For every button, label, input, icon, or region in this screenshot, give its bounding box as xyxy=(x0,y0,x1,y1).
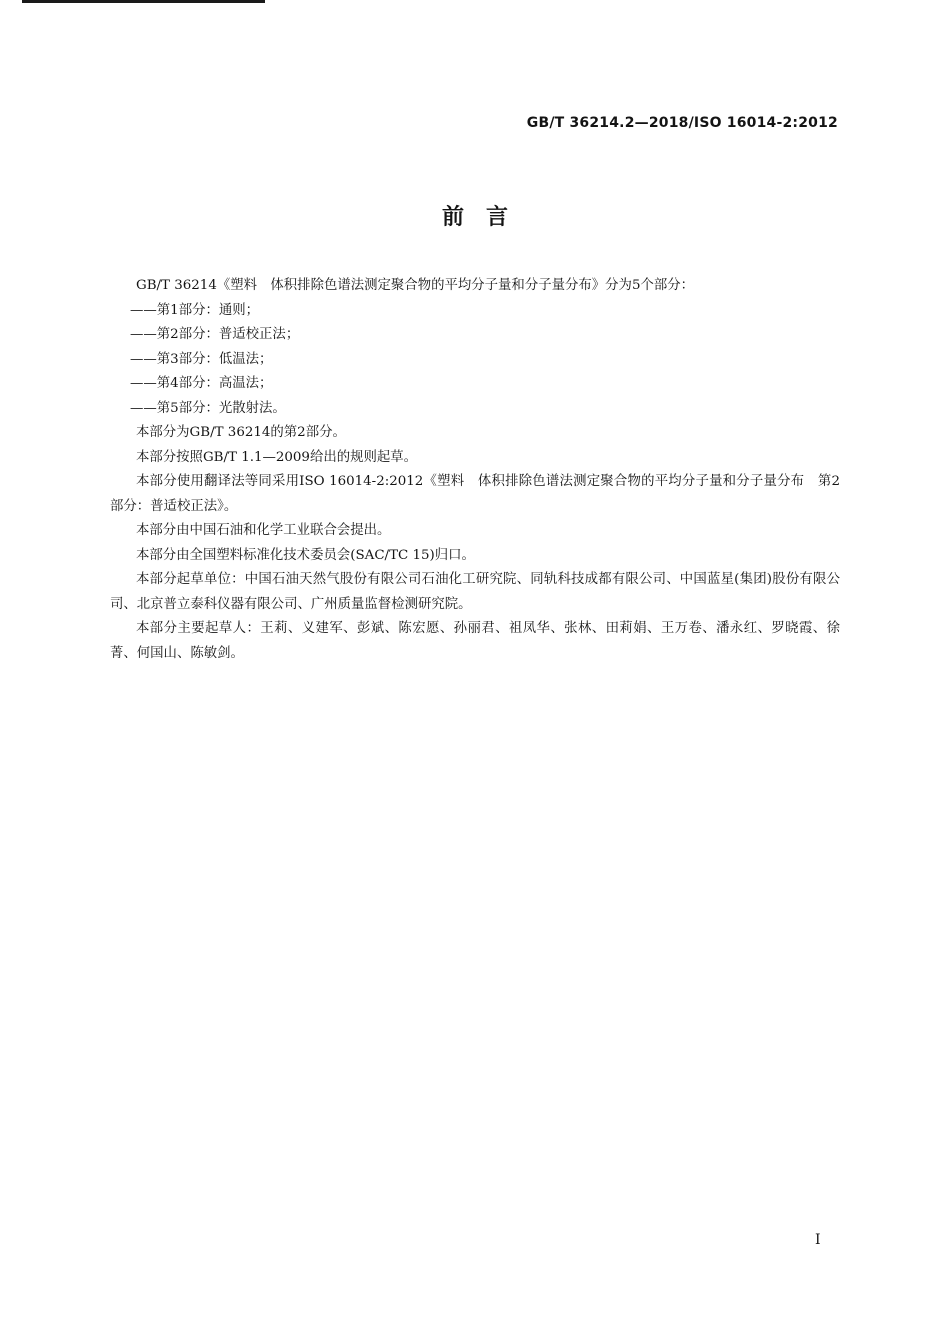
standard-code: GB/T 36214.2—2018/ISO 16014-2:2012 xyxy=(526,115,838,131)
paragraph: 本部分使用翻译法等同采用ISO 16014-2:2012《塑料 体积排除色谱法测定聚合物的平均分子量和分子量分布 第2部分：普适校正法》。 xyxy=(110,474,840,514)
list-item: ——第4部分：高温法； xyxy=(130,376,273,391)
top-rule xyxy=(22,0,265,3)
list-item: ——第5部分：光散射法。 xyxy=(130,400,286,416)
paragraph: 本部分按照GB/T 1.1—2009给出的规则起草。 xyxy=(136,449,418,465)
list-item: ——第2部分：普适校正法； xyxy=(130,327,300,342)
page-number: I xyxy=(815,1232,821,1248)
page-title: 前 言 xyxy=(441,205,508,230)
paragraph: 本部分主要起草人：王莉、义建军、彭斌、陈宏愿、孙丽君、祖凤华、张林、田莉娟、王万卷、潘永红、罗晓霞、徐菁、何国山、陈敏剑。 xyxy=(110,621,840,661)
list-item: ——第3部分：低温法； xyxy=(130,351,273,367)
list-item: ——第1部分：通则； xyxy=(130,302,260,318)
paragraph: 本部分由中国石油和化学工业联合会提出。 xyxy=(136,523,391,538)
intro-paragraph: GB/T 36214《塑料 体积排除色谱法测定聚合物的平均分子量和分子量分布》分为5个部分： xyxy=(136,278,695,293)
paragraph: 本部分为GB/T 36214的第2部分。 xyxy=(136,425,346,440)
foreword-body xyxy=(110,274,840,666)
paragraph: 本部分由全国塑料标准化技术委员会(SAC/TC 15)归口。 xyxy=(136,547,475,563)
paragraph: 本部分起草单位：中国石油天然气股份有限公司石油化工研究院、同轨科技成都有限公司、中国蓝星(集团)股份有限公司、北京普立泰科仪器有限公司、广州质量监督检测研究院。 xyxy=(110,572,840,612)
